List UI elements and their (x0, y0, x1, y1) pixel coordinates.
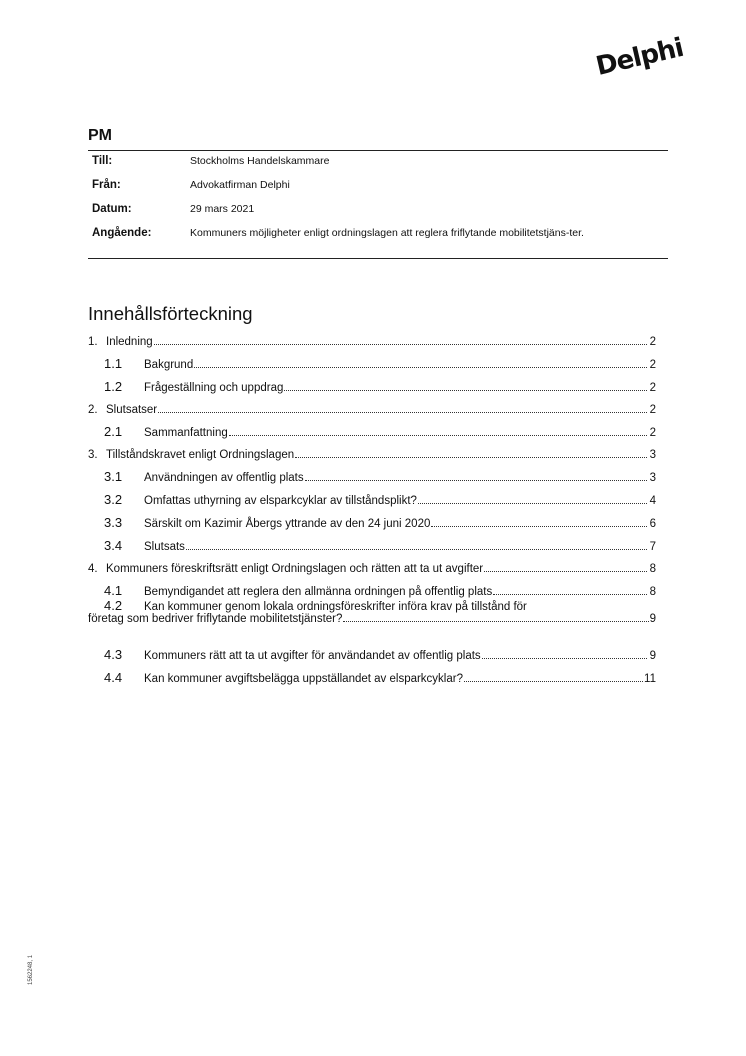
toc-dot-leader (482, 657, 647, 659)
toc-entry-number: 3.2 (104, 492, 123, 507)
toc-entry-second-line (88, 613, 656, 625)
toc-dot-leader (186, 548, 647, 550)
toc-dot-leader (431, 525, 647, 527)
memo-row-to (88, 154, 668, 178)
toc-entry[interactable] (88, 371, 656, 394)
memo-header-table (88, 150, 668, 259)
toc-entry-page: 4 (649, 495, 656, 507)
toc-entry-page: 6 (649, 518, 656, 530)
toc-entry-number: 3.4 (104, 538, 123, 553)
memo-value: 29 mars 2021 (190, 203, 255, 215)
toc-entry-page: 7 (649, 541, 656, 553)
document-id: 1562248, 1 (28, 954, 34, 985)
toc-entry-number: 1. (88, 336, 98, 348)
memo-value: Kommuners möjligheter enligt ordningslagen att reglera friflytande mobilitetstjäns-ter. (190, 227, 584, 239)
toc-entry-title-continued: företag som bedriver friflytande mobilitetstjänster? (88, 613, 343, 625)
toc-heading: Innehållsförteckning (88, 303, 253, 324)
toc-dot-leader (158, 411, 647, 413)
memo-label: Angående: (92, 227, 152, 239)
toc-entry-title: Tillståndskravet enligt Ordningslagen (106, 449, 295, 461)
toc-dot-leader (154, 343, 647, 345)
toc-entry-number: 4. (88, 563, 98, 575)
memo-value: Stockholms Handelskammare (190, 155, 330, 167)
toc-entry[interactable] (88, 416, 656, 439)
toc-dot-leader (305, 479, 647, 481)
toc-entry-number: 3. (88, 449, 98, 461)
toc-entry-number: 4.3 (104, 647, 123, 662)
toc-entry-page: 8 (649, 563, 656, 575)
memo-label: Till: (92, 155, 113, 167)
toc-entry-page: 2 (649, 404, 656, 416)
toc-entry-page: 2 (649, 427, 656, 439)
toc-entry-title: Sammanfattning (144, 427, 228, 439)
toc-entry-number: 1.1 (104, 356, 123, 371)
toc-entry-number: 3.3 (104, 515, 123, 530)
toc-entry-number: 4.4 (104, 670, 123, 685)
toc-entry-title: Kommuners rätt att ta ut avgifter för användandet av offentlig plats (144, 650, 481, 662)
toc-dot-leader (464, 680, 643, 682)
toc-entry-page: 2 (649, 359, 656, 371)
toc-entry-number: 4.2 (104, 598, 123, 613)
toc-entry-page: 9 (649, 613, 656, 625)
toc-entry[interactable] (88, 326, 656, 348)
toc-entry-number: 4.1 (104, 583, 123, 598)
toc-entry-page: 9 (649, 650, 656, 662)
toc-entry[interactable] (88, 439, 656, 461)
toc-entry-first-line (88, 598, 656, 613)
toc-dot-leader (493, 593, 647, 595)
toc-entry-title: Kan kommuner genom lokala ordningsföreskrifter införa krav på tillstånd för (144, 601, 527, 613)
toc-entry[interactable] (88, 598, 656, 639)
toc-entry[interactable] (88, 484, 656, 507)
toc-entry[interactable] (88, 394, 656, 416)
memo-label: Från: (92, 179, 121, 191)
toc-dot-leader (194, 366, 647, 368)
toc-entry-number: 2. (88, 404, 98, 416)
toc-entry-title: Kommuners föreskriftsrätt enligt Ordningslagen och rätten att ta ut avgifter (106, 563, 484, 575)
memo-row-date (88, 202, 668, 226)
toc-entry[interactable] (88, 348, 656, 371)
toc-entry-title: Bemyndigandet att reglera den allmänna ordningen på offentlig plats (144, 586, 493, 598)
toc-entry-page: 2 (649, 336, 656, 348)
toc-dot-leader (484, 570, 647, 572)
toc-dot-leader (343, 620, 648, 622)
toc-entry-title: Kan kommuner avgiftsbelägga uppställandet av elsparkcyklar? (144, 673, 463, 685)
toc-entry[interactable] (88, 575, 656, 598)
toc-entry-page: 8 (649, 586, 656, 598)
toc-entry[interactable] (88, 639, 656, 662)
toc-entry[interactable] (88, 507, 656, 530)
toc-entry-page: 2 (649, 382, 656, 394)
memo-row-from (88, 178, 668, 202)
memo-label: Datum: (92, 203, 132, 215)
toc-dot-leader (284, 389, 647, 391)
toc-entry-title: Frågeställning och uppdrag (144, 382, 284, 394)
toc-dot-leader (229, 434, 647, 436)
toc-entry-number: 1.2 (104, 379, 123, 394)
toc-entry[interactable] (88, 662, 656, 685)
toc-entry-title: Särskilt om Kazimir Åbergs yttrande av den 24 juni 2020 (144, 518, 431, 530)
toc-entry-title: Slutsats (144, 541, 185, 553)
memo-title: PM (88, 127, 112, 144)
toc-entry-title: Inledning (106, 336, 153, 348)
toc-dot-leader (295, 456, 647, 458)
memo-row-subject (88, 226, 668, 255)
toc-entry-title: Bakgrund (144, 359, 194, 371)
toc-entry-title: Slutsatser (106, 404, 158, 416)
toc-entry-page: 3 (649, 472, 656, 484)
toc-entry[interactable] (88, 553, 656, 575)
toc-entry-page: 11 (644, 673, 656, 685)
delphi-logo: Delphi (593, 32, 686, 82)
toc-entry[interactable] (88, 530, 656, 553)
memo-value: Advokatfirman Delphi (190, 179, 290, 191)
toc-entry-number: 3.1 (104, 469, 123, 484)
toc-entry-title: Omfattas uthyrning av elsparkcyklar av tillståndsplikt? (144, 495, 417, 507)
toc-entry-title: Användningen av offentlig plats (144, 472, 304, 484)
toc-entry-page: 3 (649, 449, 656, 461)
toc-dot-leader (418, 502, 647, 504)
toc-entry[interactable] (88, 461, 656, 484)
toc-entry-number: 2.1 (104, 424, 123, 439)
table-of-contents (88, 326, 656, 685)
